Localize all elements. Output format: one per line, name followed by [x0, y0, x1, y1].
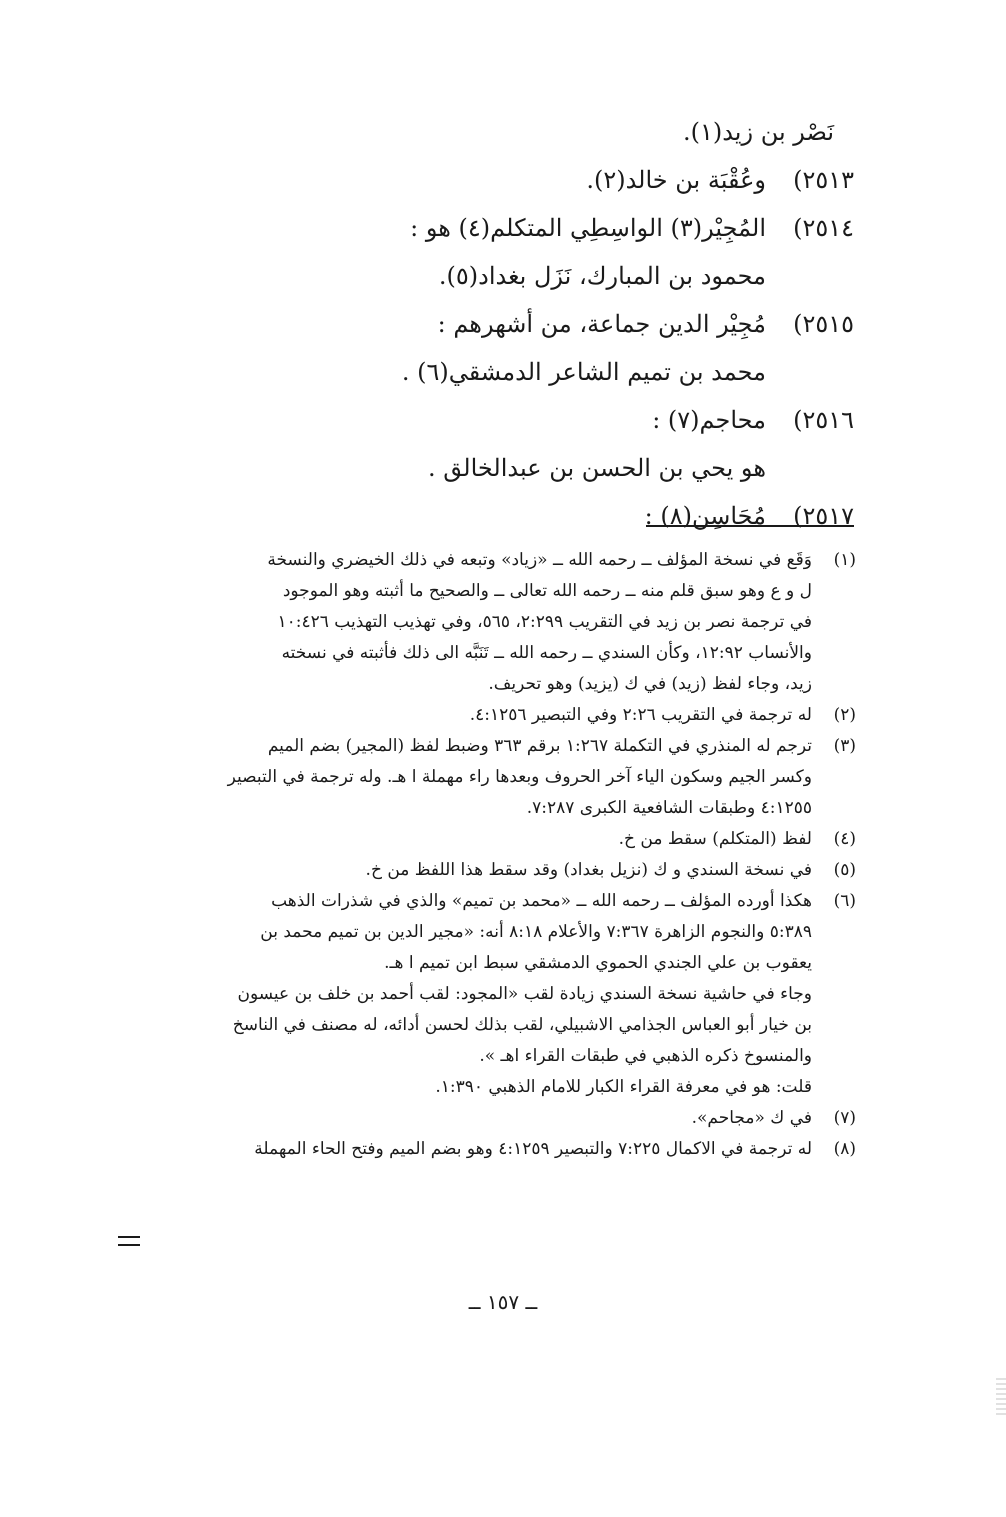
entry-number: ٢٥١٤) [793, 214, 854, 242]
footnote [138, 1103, 856, 1134]
footnote-line: زيد، وجاء لفظ (زيد) في ك (يزيد) وهو تحريف. [488, 674, 812, 694]
footnote-line: له ترجمة في الاكمال ٧:٢٢٥ والتبصير ٤:١٢٥٩ وهو بضم الميم وفتح الحاء المهملة [254, 1139, 812, 1159]
footnote [138, 886, 856, 1103]
footnote-number: (١) [833, 550, 856, 570]
entry-line [294, 396, 854, 444]
footnote-body [138, 545, 812, 700]
footnote [138, 855, 856, 886]
entry-text: محمود بن المبارك، نَزَل بغداد(٥). [438, 262, 766, 290]
entry-line [294, 492, 854, 540]
entry-number: ٢٥١٣) [793, 166, 854, 194]
entry-text: محمد بن تميم الشاعر الدمشقي(٦) . [401, 358, 766, 386]
footnote [138, 545, 856, 700]
entry-line [294, 204, 854, 252]
continuation-mark [118, 1236, 140, 1246]
footnote-line: لفظ (المتكلم) سقط من خ. [618, 829, 812, 849]
entry-line [294, 108, 854, 156]
footnote-line: والأنساب ١٢:٩٢، وكأن السندي ــ رحمه الله ــ تَنَبَّه الى ذلك فأثبته في نسخته [281, 643, 812, 663]
entry-text: هو يحي بن الحسن بن عبدالخالق . [428, 454, 766, 482]
footnote-line: له ترجمة في التقريب ٢:٢٦ وفي التبصير ٤:١٢٥٦. [469, 705, 812, 725]
footnote-body [138, 1103, 812, 1134]
footnote-line: في نسخة السندي و ك (نزيل بغداد) وقد سقط هذا اللفظ من خ. [365, 860, 812, 880]
footnote-line: في ترجمة نصر بن زيد في التقريب ٢:٢٩٩، ٥٦٥، وفي تهذيب التهذيب ١٠:٤٢٦ [277, 612, 812, 632]
footnote-line: قلت: هو في معرفة القراء الكبار للامام الذهبي ١:٣٩٠. [435, 1077, 812, 1097]
page-number: ــ ١٥٧ ــ [468, 1290, 538, 1314]
entry-number: ٢٥١٦) [793, 406, 854, 434]
entry-line [294, 444, 854, 492]
footnote-number: (٨) [833, 1139, 856, 1159]
footnote-line: ل و ع وهو سبق قلم منه ــ رحمه الله تعالى ــ والصحيح ما أثبته وهو الموجود [282, 581, 812, 601]
footnote-line: يعقوب بن علي الجندي الحموي الدمشقي سبط ابن تميم ا هـ. [384, 953, 812, 973]
footnote-body [138, 700, 812, 731]
entry-line [294, 156, 854, 204]
entry-line [294, 300, 854, 348]
footnote-body [138, 886, 812, 1103]
entry-text: وعُقْبَة بن خالد(٢). [586, 166, 766, 194]
footnote [138, 731, 856, 824]
footnote-line: بن خيار أبو العباس الجذامي الاشبيلي، لقب بذلك لحسن أدائه، له مصنف في الناسخ [232, 1015, 812, 1035]
entry-number-spacer [766, 444, 854, 492]
entry-text: محاجم(٧) : [652, 406, 766, 434]
footnote-body [138, 731, 812, 824]
footnote-number: (٤) [833, 829, 856, 849]
footnotes-section [138, 545, 856, 1165]
entry-text: نَصْر بن زيد(١). [682, 118, 834, 146]
footnote-line: وَقَع في نسخة المؤلف ــ رحمه الله ــ «زياد» وتبعه في ذلك الخيضري والنسخة [267, 550, 812, 570]
footnote-body [138, 824, 812, 855]
entries-section [294, 108, 854, 540]
entry-text: مُجِيْر الدين جماعة، من أشهرهم : [437, 310, 766, 338]
footnote [138, 700, 856, 731]
footnote-line: ٥:٣٨٩ والنجوم الزاهرة ٧:٣٦٧ والأعلام ٨:١٨ أنه: «مجير الدين بن تميم محمد بن [260, 922, 812, 942]
scan-artifact [996, 1378, 1006, 1418]
footnote-divider [646, 525, 854, 527]
entry-number-spacer [766, 252, 854, 300]
footnote-line: وكسر الجيم وسكون الياء آخر الحروف وبعدها راء مهملة ا هـ. وله ترجمة في التبصير [227, 767, 812, 787]
footnote [138, 824, 856, 855]
entry-number: ٢٥١٧) [793, 502, 854, 530]
footnote-line: ترجم له المنذري في التكملة ١:٢٦٧ برقم ٣٦٣ وضبط لفظ (المجير) بضم الميم [267, 736, 812, 756]
footnote-line: في ك «مجاحم». [691, 1108, 812, 1128]
entry-text: المُجِيْر(٣) الواسِطِي المتكلم(٤) هو : [410, 214, 766, 242]
footnote-body [138, 855, 812, 886]
footnote-number: (٢) [833, 705, 856, 725]
footnote-line: ٤:١٢٥٥ وطبقات الشافعية الكبرى ٧:٢٨٧. [526, 798, 812, 818]
entry-number: ٢٥١٥) [793, 310, 854, 338]
footnote-number: (٧) [833, 1108, 856, 1128]
footnote-number: (٥) [833, 860, 856, 880]
footnote-body [138, 1134, 812, 1165]
entry-line [294, 348, 854, 396]
footnote-line: هكذا أورده المؤلف ــ رحمه الله ــ «محمد بن تميم» والذي في شذرات الذهب [271, 891, 812, 911]
footnote-line: والمنسوخ ذكره الذهبي في طبقات القراء اهـ ». [479, 1046, 812, 1066]
footnote-number: (٦) [833, 891, 856, 911]
entry-line [294, 252, 854, 300]
footnote-line: وجاء في حاشية نسخة السندي زيادة لقب «المجود: لقب أحمد بن خلف بن عيسون [237, 984, 812, 1004]
entry-number-spacer [766, 348, 854, 396]
footnote [138, 1134, 856, 1165]
footnote-number: (٣) [833, 736, 856, 756]
entry-text: مُحَاسِن(٨) : [644, 502, 766, 530]
